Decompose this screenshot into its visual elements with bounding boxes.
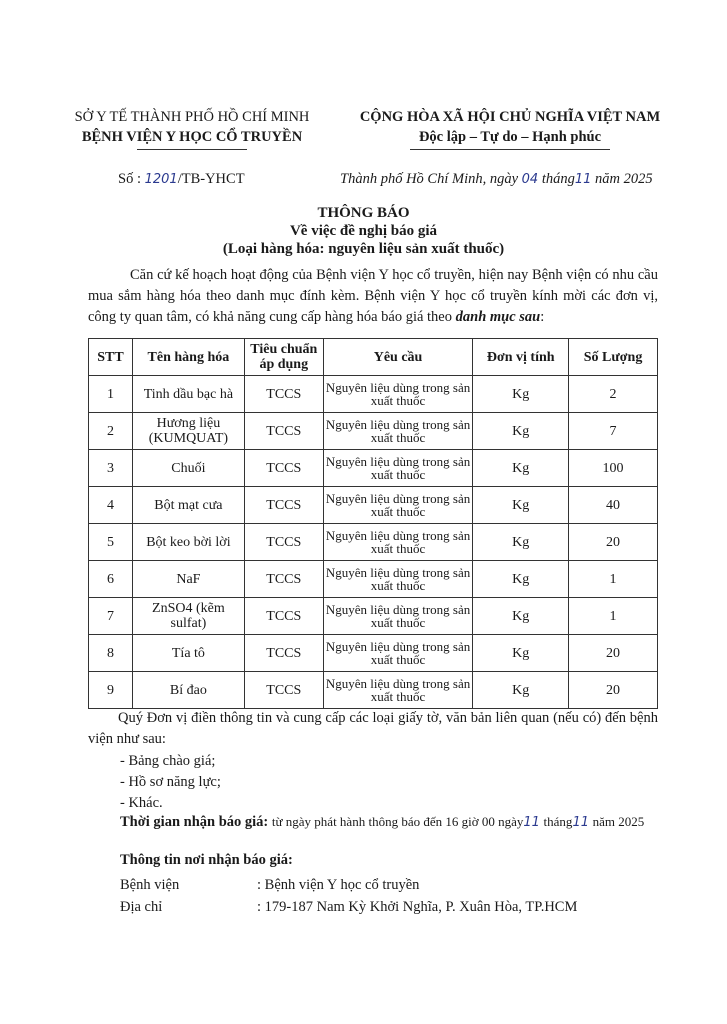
cell-unit: Kg <box>473 450 569 487</box>
national-motto: Độc lập – Tự do – Hạnh phúc <box>418 129 602 145</box>
cell-stt: 7 <box>89 598 133 635</box>
table-row <box>89 524 658 561</box>
document-number <box>118 171 245 188</box>
cell-quantity: 20 <box>569 524 658 561</box>
cell-unit: Kg <box>473 635 569 672</box>
cell-stt: 4 <box>89 487 133 524</box>
header-unit: Đơn vị tính <box>473 339 569 376</box>
header-standard: Tiêu chuẩn áp dụng <box>244 339 323 376</box>
list-item: - Khác. <box>120 795 163 811</box>
cell-requirement: Nguyên liệu dùng trong sản xuất thuốc <box>323 524 473 561</box>
header-requirement: Yêu cầu <box>323 339 473 376</box>
header-quantity: Số Lượng <box>569 339 658 376</box>
handwritten-month: 11 <box>574 172 592 187</box>
cell-requirement: Nguyên liệu dùng trong sản xuất thuốc <box>323 413 473 450</box>
cell-quantity: 2 <box>569 376 658 413</box>
issuer-underline <box>137 149 247 150</box>
cell-name: Tinh dầu bạc hà <box>132 376 244 413</box>
intro-emphasis: danh mục sau <box>455 309 541 325</box>
cell-standard: TCCS <box>244 376 323 413</box>
title-category: (Loại hàng hóa: nguyên liệu sản xuất thuốc) <box>222 241 505 257</box>
header-stt: STT <box>89 339 133 376</box>
deadline-text: từ ngày phát hành thông báo đến 16 giờ 00 ngày <box>271 814 524 829</box>
instructions-paragraph <box>88 708 658 750</box>
cell-standard: TCCS <box>244 487 323 524</box>
issue-date <box>340 171 680 188</box>
deadline-month-label: tháng <box>543 814 573 829</box>
receiver-row <box>120 899 577 916</box>
agency-name: SỞ Y TẾ THÀNH PHỐ HỒ CHÍ MINH <box>74 109 310 125</box>
table-row <box>89 487 658 524</box>
table-row <box>89 635 658 672</box>
list-item: - Hồ sơ năng lực; <box>120 774 221 790</box>
cell-requirement: Nguyên liệu dùng trong sản xuất thuốc <box>323 487 473 524</box>
cell-standard: TCCS <box>244 672 323 709</box>
title-main: THÔNG BÁO <box>317 205 410 221</box>
national-header <box>340 107 680 150</box>
republic-name: CỘNG HÒA XÃ HỘI CHỦ NGHĨA VIỆT NAM <box>359 109 661 125</box>
cell-requirement: Nguyên liệu dùng trong sản xuất thuốc <box>323 635 473 672</box>
receiver-value: : 179-187 Nam Kỳ Khởi Nghĩa, P. Xuân Hòa, TP.HCM <box>257 899 578 915</box>
number-prefix: Số : <box>118 171 141 187</box>
intro-end: : <box>540 309 545 325</box>
receiver-key: Địa chỉ <box>120 899 163 915</box>
quote-deadline <box>88 811 658 833</box>
cell-unit: Kg <box>473 413 569 450</box>
title-subject: Về việc đề nghị báo giá <box>289 223 438 239</box>
cell-requirement: Nguyên liệu dùng trong sản xuất thuốc <box>323 598 473 635</box>
table-row <box>89 561 658 598</box>
header-name: Tên hàng hóa <box>132 339 244 376</box>
cell-stt: 5 <box>89 524 133 561</box>
goods-table <box>88 338 658 709</box>
cell-unit: Kg <box>473 487 569 524</box>
table-row <box>89 450 658 487</box>
cell-stt: 8 <box>89 635 133 672</box>
motto-underline <box>410 149 610 150</box>
cell-standard: TCCS <box>244 598 323 635</box>
cell-quantity: 100 <box>569 450 658 487</box>
deadline-label: Thời gian nhận báo giá: <box>120 814 269 830</box>
cell-standard: TCCS <box>244 635 323 672</box>
cell-stt: 2 <box>89 413 133 450</box>
notice-title <box>0 204 727 258</box>
handwritten-day: 04 <box>521 172 539 187</box>
cell-name: Tía tô <box>132 635 244 672</box>
table-row <box>89 413 658 450</box>
intro-text: Căn cứ kế hoạch hoạt động của Bệnh viện Y học cổ truyền, hiện nay Bệnh viện có nhu cầu mua sắm hàng hóa theo danh mục đính kèm. Bệnh viện Y học cổ truyền kính mời các đơn vị, công ty quan tâm, có khả năng cung cấp hàng hóa báo giá theo <box>88 267 658 325</box>
table-row <box>89 598 658 635</box>
date-year: năm 2025 <box>595 171 653 187</box>
issuer-header <box>62 107 322 150</box>
table-row <box>89 672 658 709</box>
receiver-value: : Bệnh viện Y học cổ truyền <box>257 877 420 893</box>
cell-stt: 1 <box>89 376 133 413</box>
document-list <box>120 751 221 814</box>
list-item: - Bảng chào giá; <box>120 753 216 769</box>
receiver-row <box>120 877 419 894</box>
cell-standard: TCCS <box>244 413 323 450</box>
cell-name: Bí đao <box>132 672 244 709</box>
cell-quantity: 20 <box>569 672 658 709</box>
cell-name: Bột keo bời lời <box>132 524 244 561</box>
cell-stt: 9 <box>89 672 133 709</box>
handwritten-deadline-day: 11 <box>523 815 540 830</box>
instructions-text: Quý Đơn vị điền thông tin và cung cấp các loại giấy tờ, văn bản liên quan (nếu có) đến bệnh viện như sau: <box>88 710 658 747</box>
intro-paragraph <box>88 265 658 328</box>
date-place: Thành phố Hồ Chí Minh, ngày <box>340 171 519 187</box>
cell-name: Bột mạt cưa <box>132 487 244 524</box>
cell-name: Hương liệu (KUMQUAT) <box>132 413 244 450</box>
cell-quantity: 1 <box>569 561 658 598</box>
cell-standard: TCCS <box>244 450 323 487</box>
number-suffix: /TB-YHCT <box>177 171 245 187</box>
cell-name: NaF <box>132 561 244 598</box>
cell-quantity: 40 <box>569 487 658 524</box>
cell-quantity: 7 <box>569 413 658 450</box>
cell-unit: Kg <box>473 376 569 413</box>
date-month-label: tháng <box>541 171 575 187</box>
cell-unit: Kg <box>473 598 569 635</box>
cell-quantity: 1 <box>569 598 658 635</box>
cell-standard: TCCS <box>244 524 323 561</box>
cell-requirement: Nguyên liệu dùng trong sản xuất thuốc <box>323 561 473 598</box>
cell-unit: Kg <box>473 672 569 709</box>
handwritten-deadline-month: 11 <box>572 815 589 830</box>
cell-name: Chuối <box>132 450 244 487</box>
cell-quantity: 20 <box>569 635 658 672</box>
deadline-year: năm 2025 <box>592 814 645 829</box>
cell-standard: TCCS <box>244 561 323 598</box>
handwritten-number: 1201 <box>144 172 178 187</box>
table-header-row <box>89 339 658 376</box>
cell-requirement: Nguyên liệu dùng trong sản xuất thuốc <box>323 672 473 709</box>
cell-name: ZnSO4 (kẽm sulfat) <box>132 598 244 635</box>
cell-unit: Kg <box>473 561 569 598</box>
table-row <box>89 376 658 413</box>
hospital-name: BỆNH VIỆN Y HỌC CỔ TRUYỀN <box>81 129 303 145</box>
receiver-key: Bệnh viện <box>120 877 180 893</box>
cell-stt: 3 <box>89 450 133 487</box>
receiver-title: Thông tin nơi nhận báo giá: <box>120 852 293 868</box>
cell-unit: Kg <box>473 524 569 561</box>
cell-requirement: Nguyên liệu dùng trong sản xuất thuốc <box>323 376 473 413</box>
cell-stt: 6 <box>89 561 133 598</box>
cell-requirement: Nguyên liệu dùng trong sản xuất thuốc <box>323 450 473 487</box>
